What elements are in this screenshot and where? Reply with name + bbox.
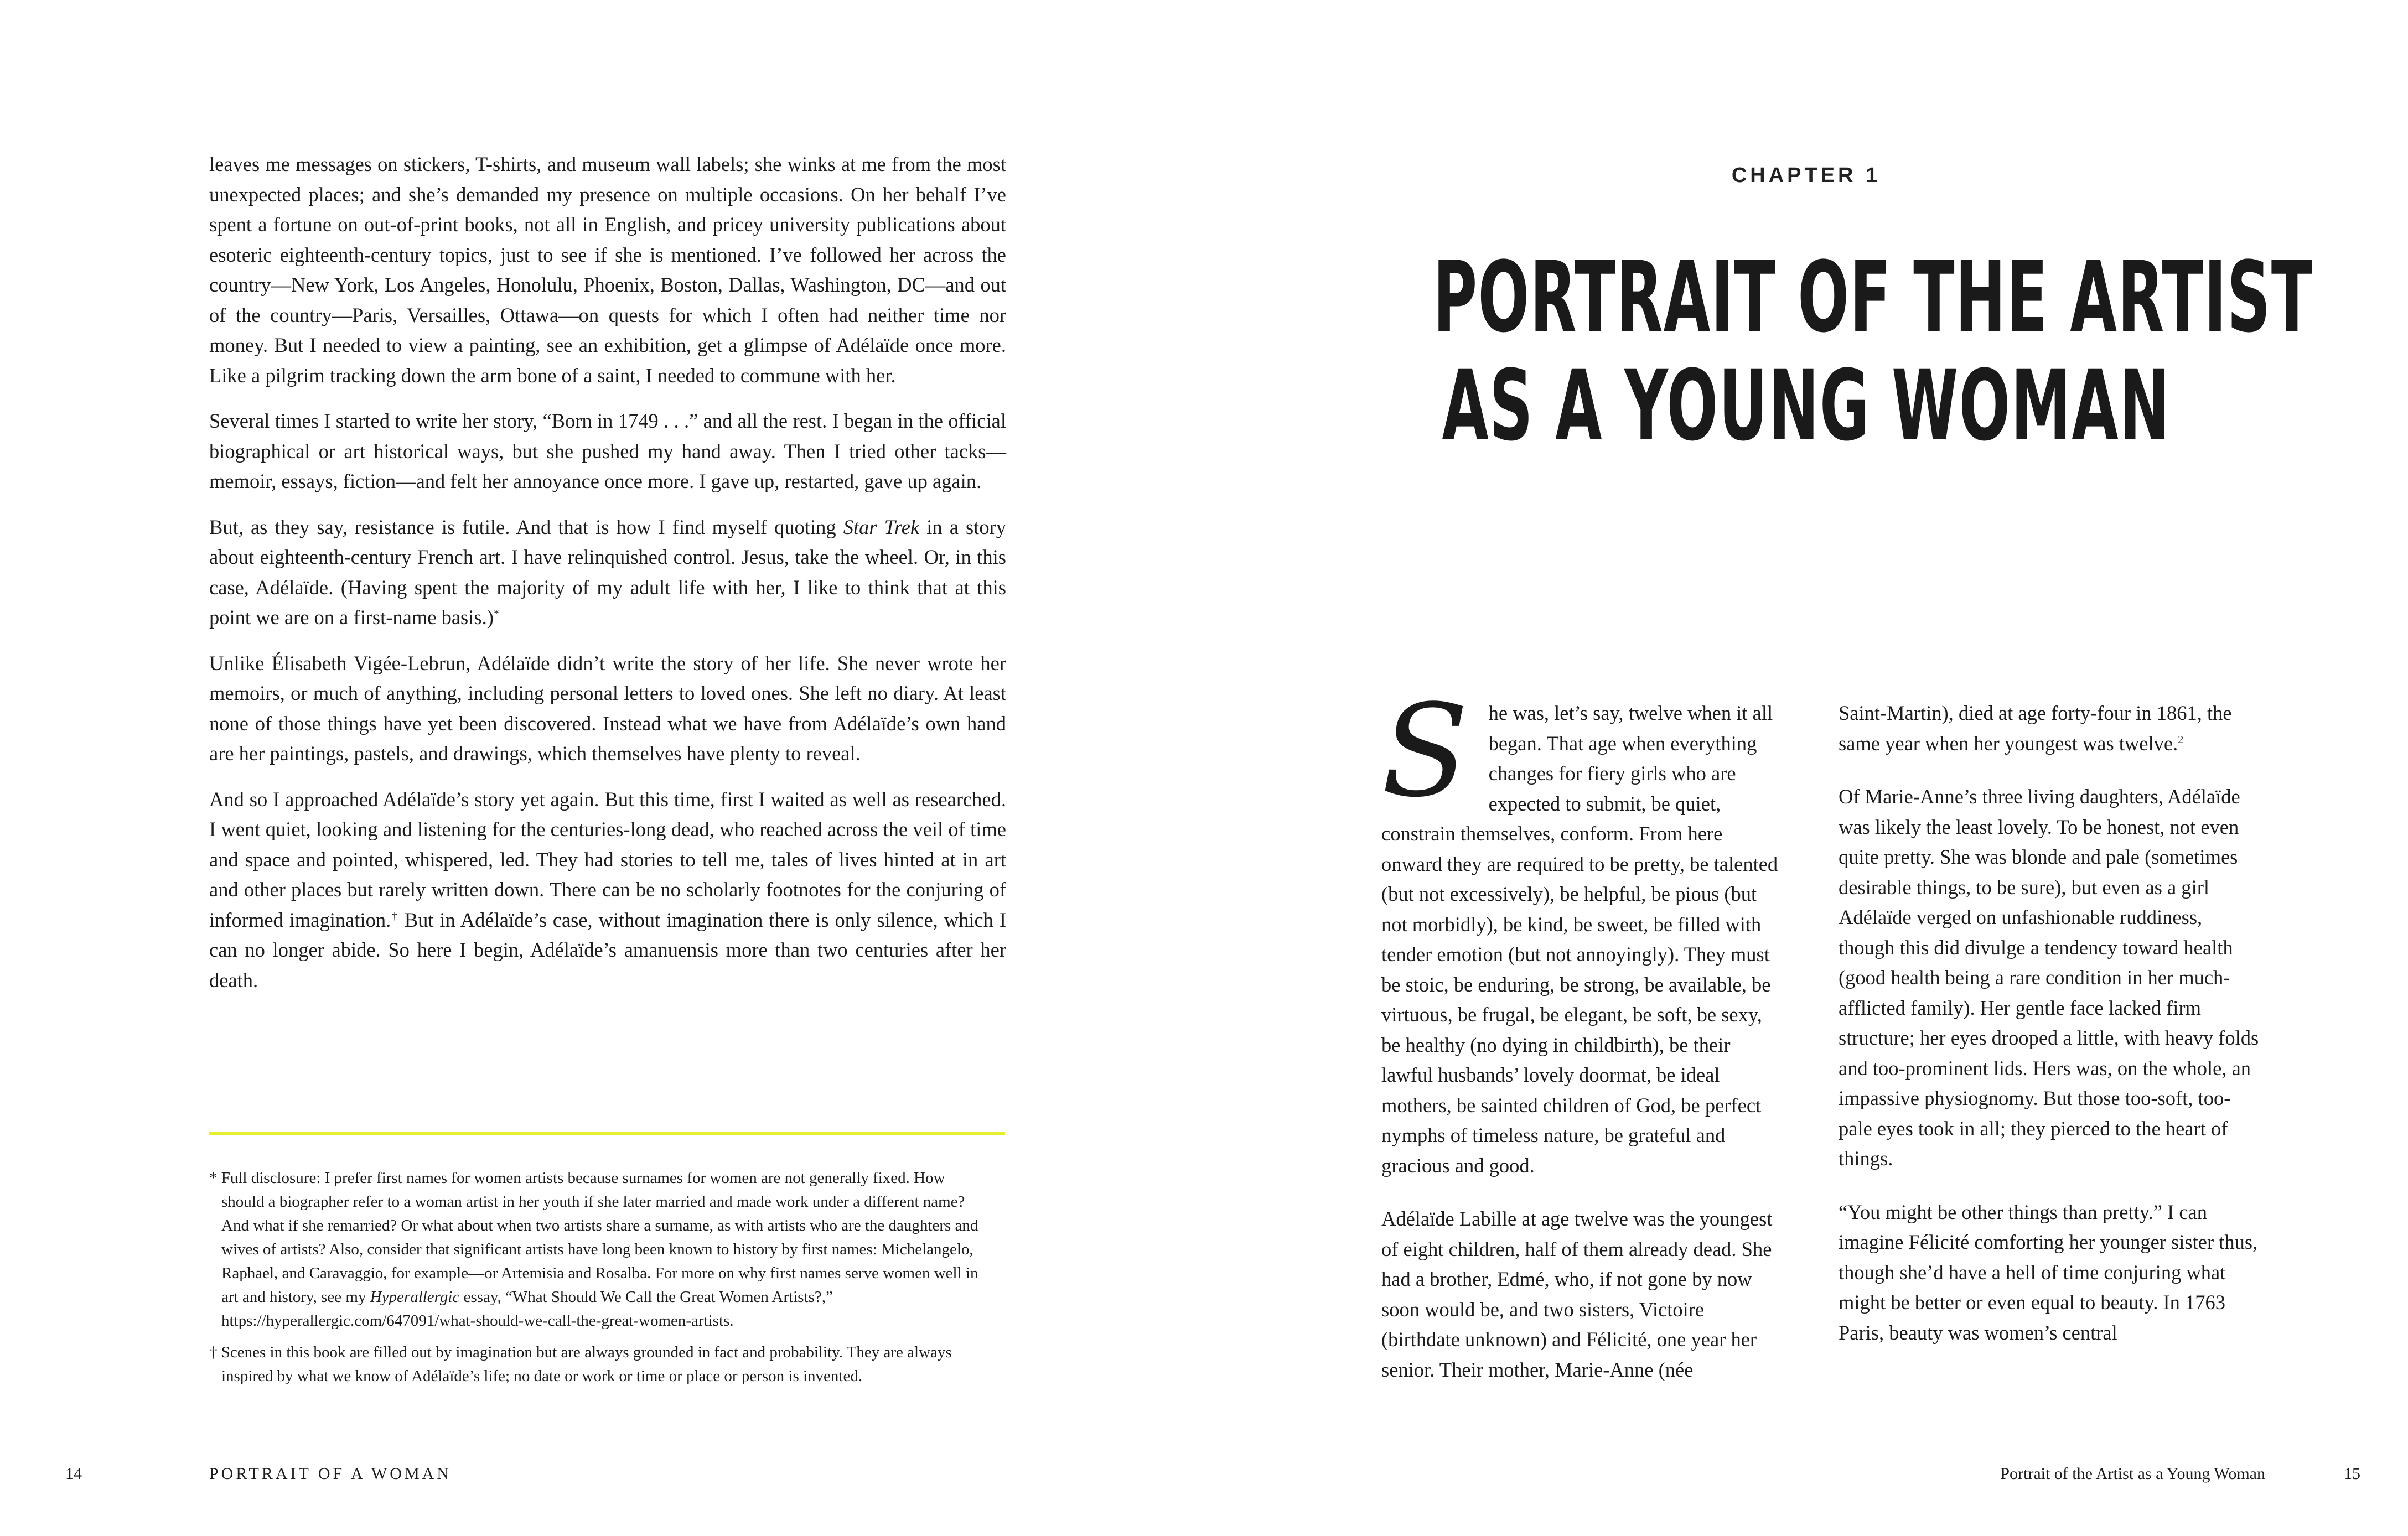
running-head-left: PORTRAIT OF A WOMAN	[209, 1465, 452, 1483]
text-column-1	[1381, 678, 1780, 1408]
drop-cap: S	[1381, 678, 1469, 826]
footnotes	[209, 1166, 990, 1396]
right-page	[1204, 0, 2408, 1536]
chapter-label: CHAPTER 1	[1731, 164, 1881, 187]
left-body-text	[209, 149, 1006, 1011]
chapter-title	[1433, 241, 2313, 463]
paragraph: leaves me messages on stickers, T-shirts, and museum wall labels; she winks at me from the most unexpected places; and she’s demanded my presence on multiple occasions. On her behalf I’ve spent a fortune on out-of-print books, not all in English, and pricey university publications about esoteric eighteenth-century topics, just to see if she is mentioned. I’ve followed her across the country—New York, Los Angeles, Honolulu, Phoenix, Boston, Dallas, Washington, DC—and out of the country—Paris, Versailles, Ottawa—on quests for which I often had neither time nor money. But I needed to view a painting, see an exhibition, get a glimpse of Adélaïde once more. Like a pilgrim tracking down the arm bone of a saint, I needed to commune with her.	[209, 153, 1006, 387]
chapter-title-line: AS A YOUNG WOMAN	[1442, 349, 2171, 463]
footnote: † Scenes in this book are filled out by imagination but are always grounded in fact and probability. They are always inspired by what we know of Adélaïde’s life; no date or work or time or place or person is invented.	[209, 1343, 952, 1385]
chapter-title-line: PORTRAIT OF THE ARTIST	[1433, 241, 2313, 354]
footnote-divider	[209, 1132, 1005, 1135]
paragraph: Saint-Martin), died at age forty-four in 1861, the same year when her youngest was twelve.$^2$	[1839, 702, 2232, 755]
paragraph: And so I approached Adélaïde’s story yet again. But this time, first I waited as well as researched. I went quiet, looking and listening for the centuries-long dead, who reached across the veil of time and space and pointed, whispered, led. They had stories to tell me, tales of lives hinted at in art and other places but rarely written down. There can be no scholarly footnotes for the conjuring of informed imagination.† But in Adélaïde’s case, without imagination there is only silence, which I can no longer abide. So here I begin, Adélaïde’s amanuensis more than two centuries after her death.	[209, 787, 1006, 992]
running-head-right: Portrait of the Artist as a Young Woman	[2000, 1465, 2265, 1483]
paragraph: Unlike Élisabeth Vigée-Lebrun, Adélaïde didn’t write the story of her life. She never wrote her memoirs, or much of anything, including personal letters to loved ones. She left no diary. At least none of those things have yet been discovered. Instead what we have from Adélaïde’s own hand are her paintings, pastels, and drawings, which themselves have plenty to reveal.	[209, 651, 1006, 765]
paragraph: “You might be other things than pretty.” I can imagine Félicité comforting her younger sister thus, though she’d have a hell of time conjuring what might be better or even equal to beauty. In 1763 Paris, beauty was women’s central	[1839, 1200, 2258, 1344]
paragraph: Of Marie-Anne’s three living daughters, Adélaïde was likely the least lovely. To be honest, not even quite pretty. She was blonde and pale (sometimes desirable things, to be sure), but even as a girl Adélaïde verged on unfashionable ruddiness, though this did divulge a tendency toward health (good health being a rare condition in her much-afflicted family). Her gentle face lacked firm structure; her eyes drooped a little, with heavy folds and too-prominent lids. Hers was, on the whole, an impassive physiognomy. But those too-soft, too-pale eyes took in all; they pierced to the heart of things.	[1839, 785, 2259, 1170]
footnote-marker: †	[391, 910, 398, 922]
paragraph: But, as they say, resistance is futile. And that is how I find myself quoting Star Trek in a story about eighteenth-century French art. I have relinquished control. Jesus, take the wheel. Or, in this case, Adélaïde. (Having spent the majority of my adult life with her, I like to think that at this point we are on a first-name basis.)*	[209, 515, 1006, 629]
paragraph: Several times I started to write her story, “Born in 1749 . . .” and all the rest. I began in the official biographical or art historical ways, but she pushed my hand away. Then I tried other tacks—memoir, essays, fiction—and felt her annoyance once more. I gave up, restarted, gave up again.	[209, 409, 1006, 492]
text-column-2	[1839, 698, 2259, 1371]
paragraph: Adélaïde Labille at age twelve was the youngest of eight children, half of them already dead. She had a brother, Edmé, who, if not gone by now soon would be, and two sisters, Victoire (birthdate unknown) and Félicité, one year her senior. Their mother, Marie-Anne (née	[1381, 1207, 1773, 1381]
endnote-marker: 2	[2178, 733, 2184, 746]
page-number-left: 14	[65, 1465, 82, 1483]
italic-title: Star Trek	[843, 515, 920, 538]
paragraph: She was, let’s say, twelve when it all began. That age when everything changes for fiery girls who are expected to submit, be quiet, constrain themselves, conform. From here onward they are required to be pretty, be talented (but not excessively), be helpful, be pious (but not morbidly), be kind, be sweet, be filled with tender emotion (but not annoyingly). They must be stoic, be enduring, be strong, be available, be virtuous, be frugal, be elegant, be soft, be sexy, be healthy (no dying in childbirth), be their lawful husbands’ lovely doormat, be ideal mothers, be sainted children of God, be perfect nymphs of timeless nature, be grateful and gracious and good.	[1381, 678, 1778, 1177]
italic-title: Hyperallergic	[370, 1288, 460, 1306]
footnote: * Full disclosure: I prefer first names for women artists because surnames for women are not generally fixed. How should a biographer refer to a woman artist in her youth if she later married and made work under a different name? And what if she remarried? Or what about when two artists share a surname, as with artists who are the daughters and wives of artists? Also, consider that significant artists have long been known to history by first names: Michelangelo, Raphael, and Caravaggio, for example—or Artemisia and Rosalba. For more on why first names serve women well in art and history, see my Hyperallergic essay, “What Should We Call the Great Women Artists?,” https://hyperallergic.com/647091/what-should-we-call-the-great-women-artists.	[209, 1169, 978, 1330]
page-number-right: 15	[2344, 1465, 2360, 1483]
footnote-marker: *	[493, 607, 499, 620]
